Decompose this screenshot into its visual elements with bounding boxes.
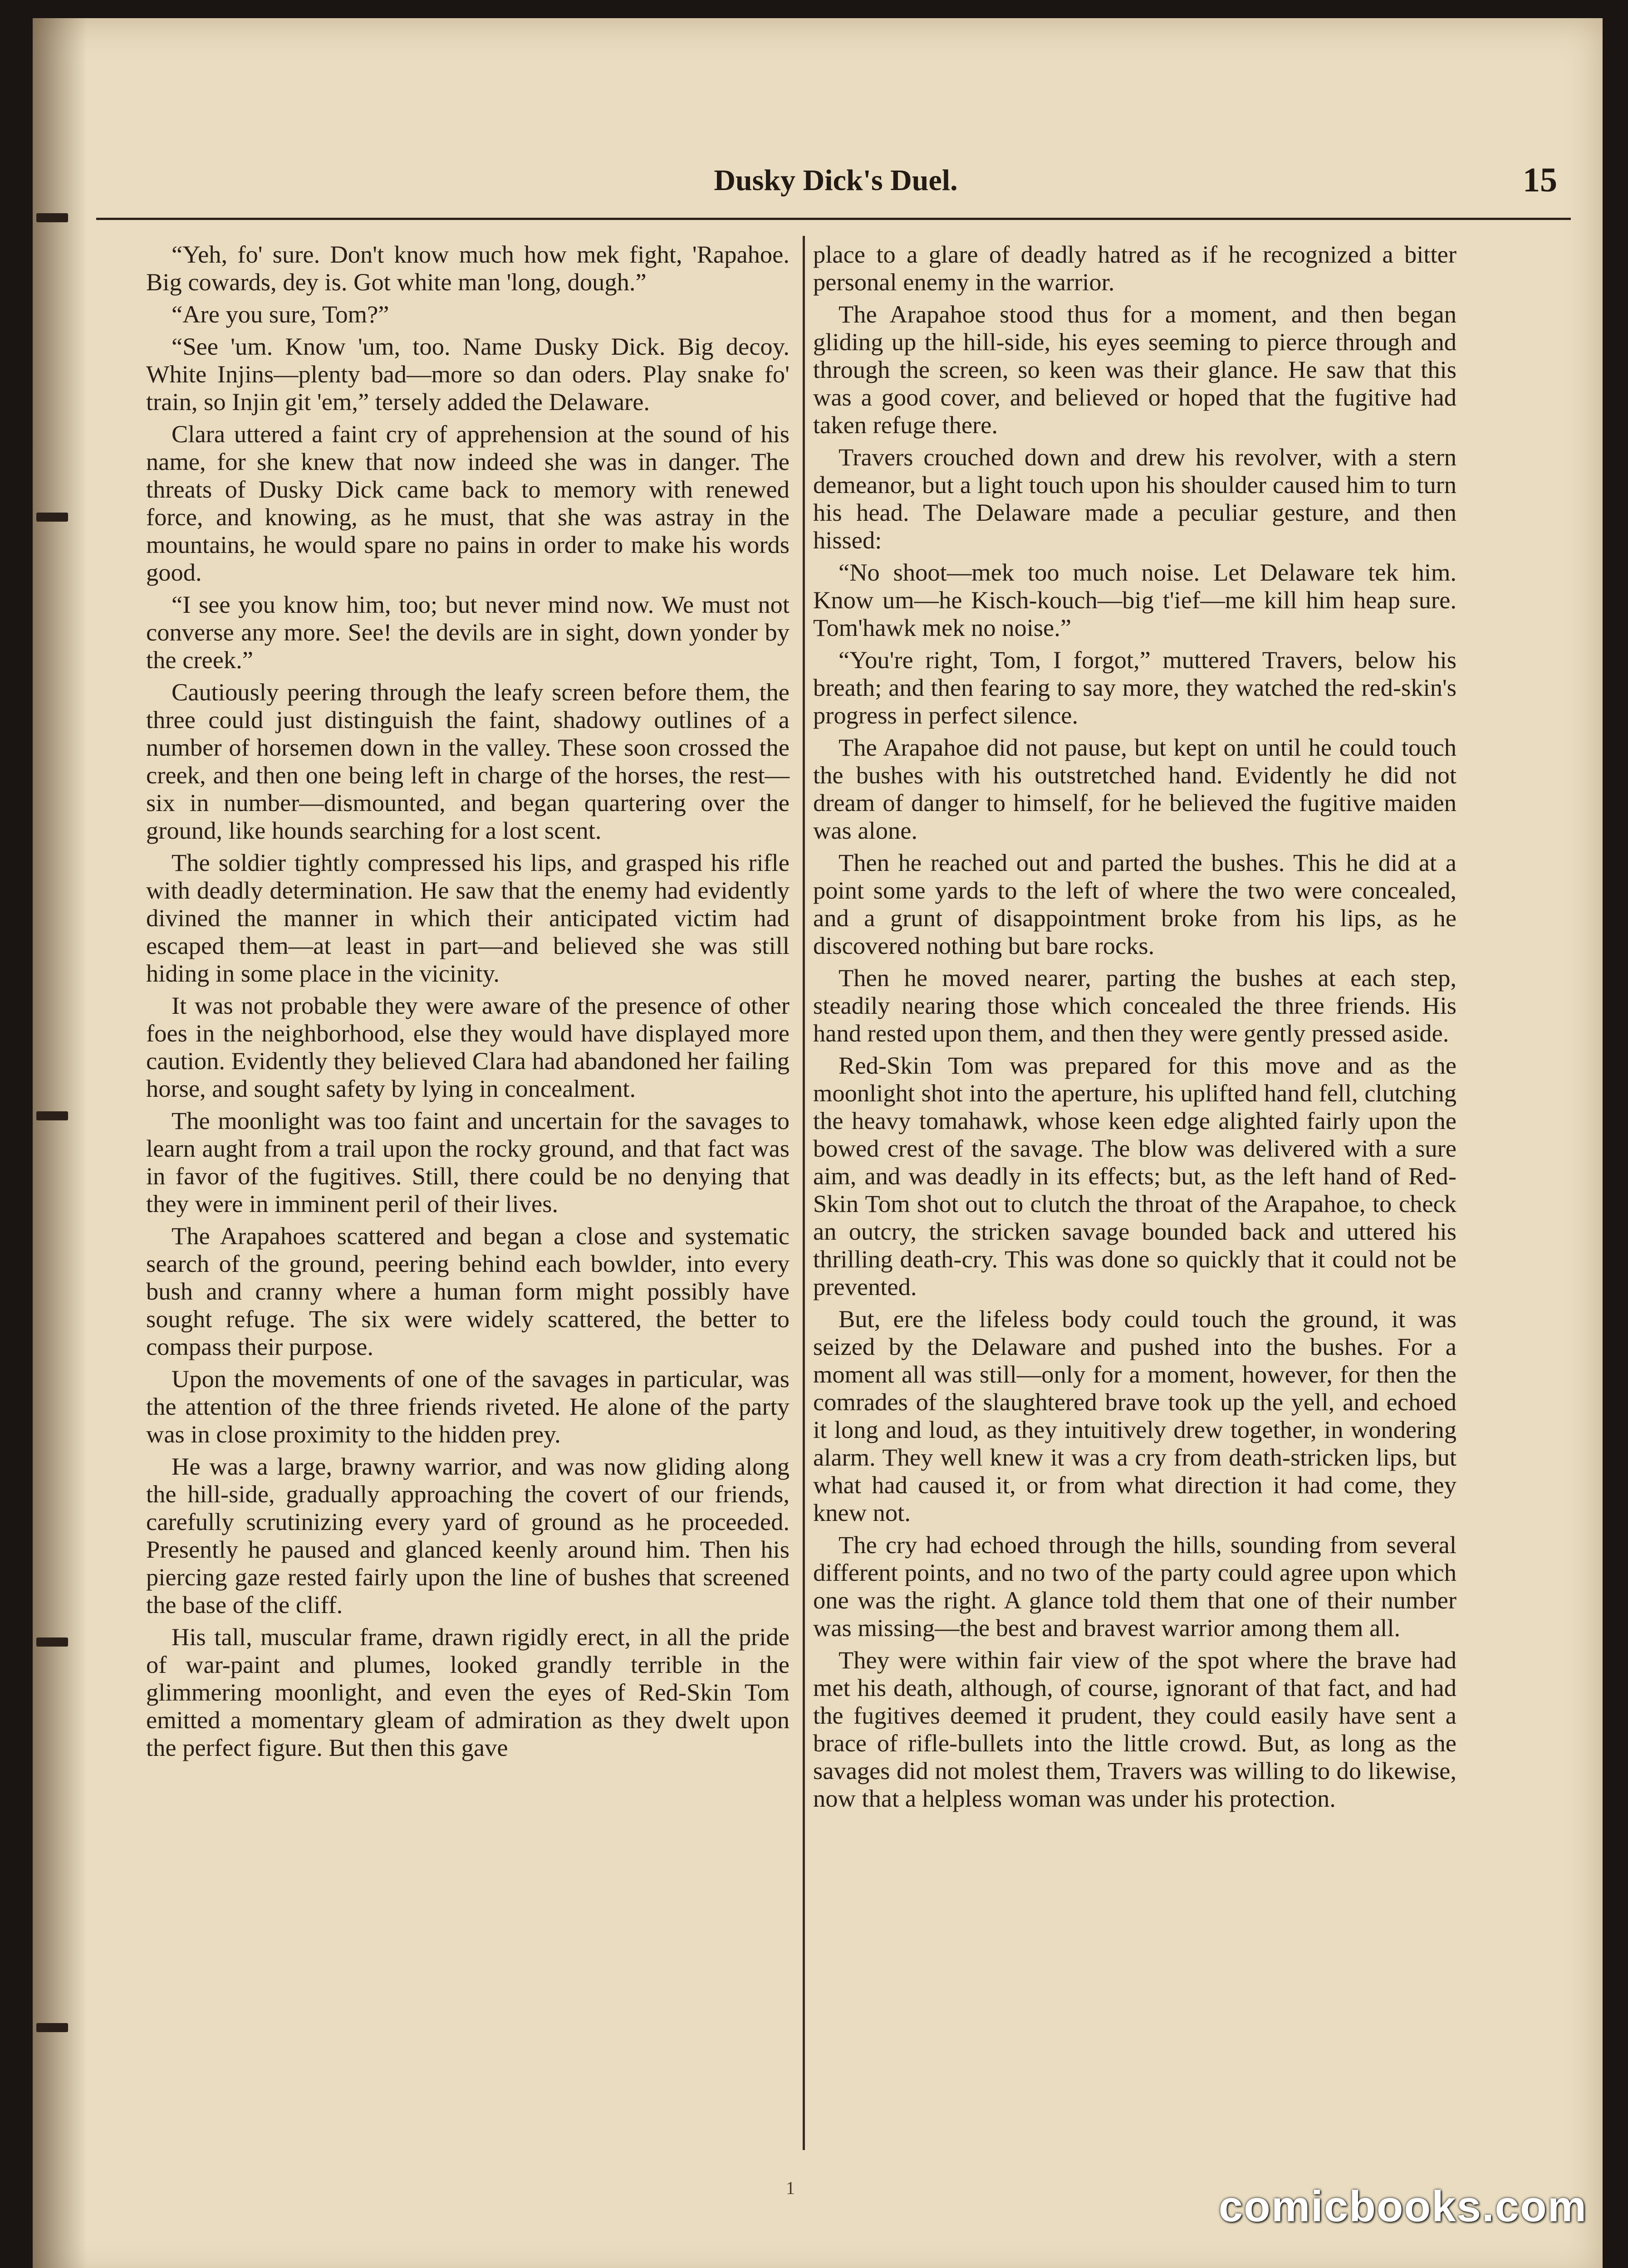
paragraph: “I see you know him, too; but never mind now. We must not converse any more. See! the devils are in sight, down yonder by the creek.” bbox=[146, 591, 789, 674]
paragraph: But, ere the lifeless body could touch the ground, it was seized by the Delaware and pushed into the bushes. For a moment all was still—only for a moment, however, for then the comrades of the slaughtered brave took up the yell, and echoed it long and loud, as they intuitively drew together, in wondering alarm. They well knew it was a cry from death-stricken lips, but what had caused it, or from what direction it had come, they knew not. bbox=[813, 1305, 1456, 1526]
paragraph: He was a large, brawny warrior, and was now gliding along the hill-side, gradually approaching the covert of our friends, carefully scrutinizing every yard of ground as he proceeded. Presently he paused and glanced keenly around him. Then his piercing gaze rested fairly upon the line of bushes that screened the base of the cliff. bbox=[146, 1452, 789, 1618]
paragraph: The cry had echoed through the hills, sounding from several different points, and no two of the party could agree upon which one was the right. A glance told them that one of their number was missing—the best and bravest warrior among them all. bbox=[813, 1531, 1456, 1642]
paragraph: The moonlight was too faint and uncertain for the savages to learn aught from a trail upon the rocky ground, and that fact was in favor of the fugitives. Still, there could be no denying that they were in imminent peril of their lives. bbox=[146, 1107, 789, 1217]
paragraph: Then he reached out and parted the bushes. This he did at a point some yards to the left of where the two were concealed, and a grunt of disappointment broke from his lips, as he discovered nothing but bare rocks. bbox=[813, 849, 1456, 959]
signature-mark: 1 bbox=[786, 2178, 795, 2198]
paragraph: Red-Skin Tom was prepared for this move and as the moonlight shot into the aperture, his uplifted hand fell, clutching the heavy tomahawk, whose keen edge alighted fairly upon the bowed crest of the savage. The blow was delivered with a sure aim, and was deadly in its effects; but, as the left hand of Red-Skin Tom shot out to clutch the throat of the Arapahoe, to check an outcry, the stricken savage bounded back and uttered his thrilling death-cry. This was done so quickly that it could not be prevented. bbox=[813, 1051, 1456, 1300]
page-number: 15 bbox=[1523, 161, 1557, 199]
paragraph: Clara uttered a faint cry of apprehension at the sound of his name, for she knew that now indeed she was in danger. The threats of Dusky Dick came back to memory with renewed force, and knowing, as he must, that she was astray in the mountains, he would spare no pains in order to make his words good. bbox=[146, 420, 789, 586]
paragraph: The Arapahoe did not pause, but kept on until he could touch the bushes with his outstretched hand. Evidently he did not dream of danger to himself, for he believed the fugitive maiden was alone. bbox=[813, 733, 1456, 844]
paragraph: Travers crouched down and drew his revolver, with a stern demeanor, but a light touch upon his shoulder caused him to turn his head. The Delaware made a peculiar gesture, and then hissed: bbox=[813, 443, 1456, 554]
binding-staple bbox=[36, 2023, 68, 2032]
page-spine-shadow bbox=[33, 18, 87, 2268]
paragraph: Cautiously peering through the leafy screen before them, the three could just distinguish the faint, shadowy outlines of a number of horsemen down in the valley. These soon crossed the creek, and then one being left in charge of the horses, the rest—six in number—dismounted, and began quartering over the ground, like hounds searching for a lost scent. bbox=[146, 678, 789, 844]
paragraph: His tall, muscular frame, drawn rigidly erect, in all the pride of war-paint and plumes, looked grandly terrible in the glimmering moonlight, and even the eyes of Red-Skin Tom emitted a momentary gleam of admiration as they dwelt upon the perfect figure. But then this gave bbox=[146, 1623, 789, 1761]
paragraph: The soldier tightly compressed his lips, and grasped his rifle with deadly determination. He saw that the enemy had evidently divined the manner in which their anticipated victim had escaped them—at least in part—and believed she was still hiding in some place in the vicinity. bbox=[146, 849, 789, 987]
paragraph: “Yeh, fo' sure. Don't know much how mek fight, 'Rapahoe. Big cowards, dey is. Got white man 'long, dough.” bbox=[146, 240, 789, 296]
right-column bbox=[813, 240, 1456, 1817]
paragraph: “No shoot—mek too much noise. Let Delaware tek him. Know um—he Kisch-kouch—big t'ief—me kill him heap sure. Tom'hawk mek no noise.” bbox=[813, 558, 1456, 641]
header-rule bbox=[96, 218, 1571, 220]
paragraph: Upon the movements of one of the savages in particular, was the attention of the three friends riveted. He alone of the party was in close proximity to the hidden prey. bbox=[146, 1365, 789, 1448]
paragraph: Then he moved nearer, parting the bushes at each step, steadily nearing those which concealed the three friends. His hand rested upon them, and then they were gently pressed aside. bbox=[813, 964, 1456, 1047]
paragraph: The Arapahoe stood thus for a moment, and then began gliding up the hill-side, his eyes seeming to pierce through and through the screen, so keen was their glance. He saw that this was a good cover, and believed or hoped that the fugitive had taken refuge there. bbox=[813, 300, 1456, 439]
paragraph: “Are you sure, Tom?” bbox=[172, 300, 389, 328]
paragraph: “See 'um. Know 'um, too. Name Dusky Dick. Big decoy. White Injins—plenty bad—more so dan oders. Play snake fo' train, so Injin git 'em,” tersely added the Delaware. bbox=[146, 332, 789, 415]
book-page bbox=[33, 18, 1603, 2268]
paragraph: It was not probable they were aware of the presence of other foes in the neighborhood, else they would have displayed more caution. Evidently they believed Clara had abandoned her failing horse, and sought safety by lying in concealment. bbox=[146, 992, 790, 1102]
binding-staple bbox=[36, 213, 68, 222]
page-header bbox=[87, 154, 1584, 209]
left-column bbox=[146, 240, 789, 1766]
binding-staple bbox=[36, 1637, 68, 1647]
watermark: comicbooks.com bbox=[1218, 2182, 1587, 2231]
column-divider bbox=[803, 236, 805, 2150]
paragraph: They were within fair view of the spot where the brave had met his death, although, of course, ignorant of that fact, and had the fugitives deemed it prudent, they could easily have sent a brace of rifle-bullets into the little crowd. But, as long as the savages did not molest them, Travers was willing to do likewise, now that a helpless woman was under his protection. bbox=[813, 1646, 1456, 1812]
paragraph: place to a glare of deadly hatred as if he recognized a bitter personal enemy in the warrior. bbox=[813, 240, 1456, 296]
binding-staple bbox=[36, 513, 68, 522]
paragraph: The Arapahoes scattered and began a close and systematic search of the ground, peering behind each bowlder, into every bush and cranny where a human form might possibly have sought refuge. The six were widely scattered, the better to compass their purpose. bbox=[146, 1222, 789, 1360]
paragraph: “You're right, Tom, I forgot,” muttered Travers, below his breath; and then fearing to say more, they watched the red-skin's progress in perfect silence. bbox=[813, 646, 1456, 729]
running-title: Dusky Dick's Duel. bbox=[714, 164, 958, 197]
binding-staple bbox=[36, 1111, 68, 1120]
